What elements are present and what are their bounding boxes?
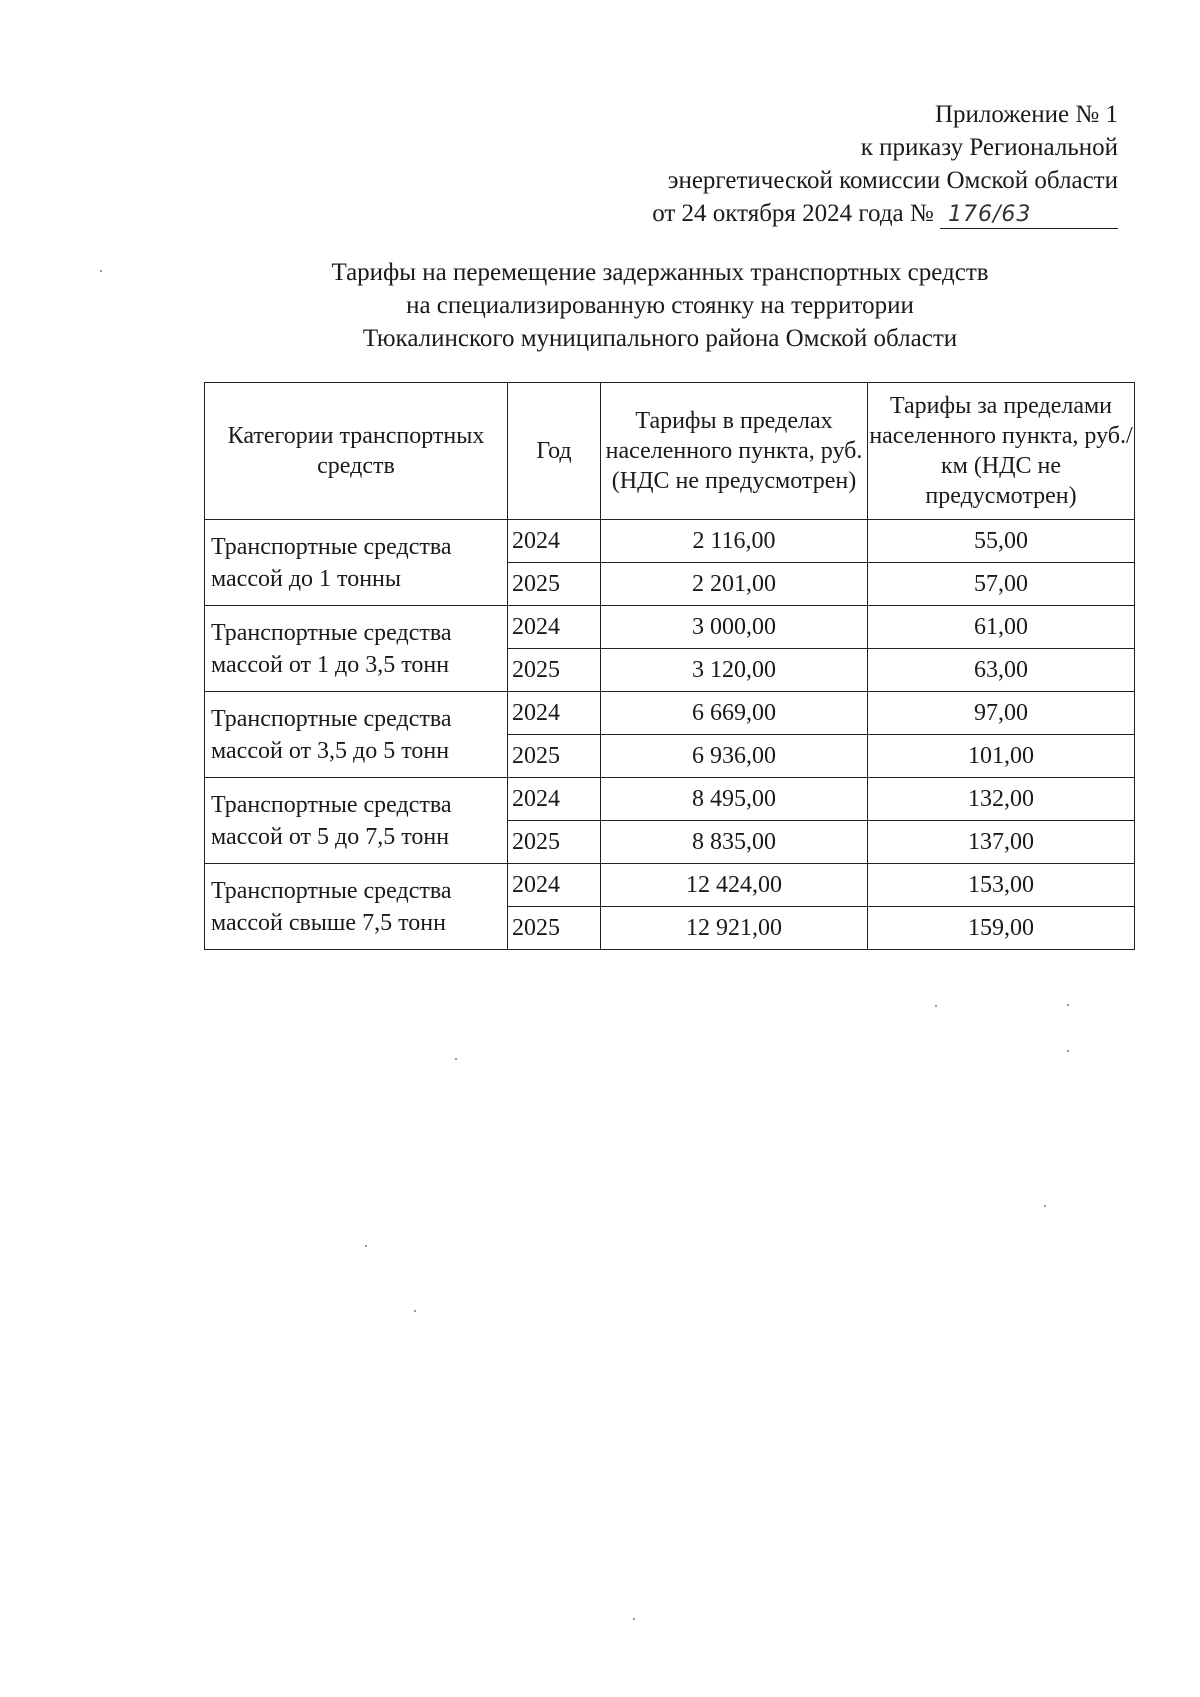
scan-speck (414, 1310, 416, 1312)
table-row (205, 778, 1135, 821)
tariffs-table (204, 382, 1135, 950)
appendix-header (652, 98, 1118, 230)
tariff-outside-cell: 132,00 (868, 778, 1135, 821)
table-header-row (205, 383, 1135, 520)
tariff-outside-cell: 159,00 (868, 907, 1135, 950)
header-tariff-inside: Тарифы в пределах населенного пункта, руб. (НДС не предусмотрен) (601, 383, 868, 520)
tariff-inside-cell: 6 936,00 (601, 735, 868, 778)
category-cell: Транспортные средства массой от 5 до 7,5 тонн (205, 778, 508, 864)
year-cell: 2024 (508, 778, 601, 821)
scan-speck (365, 1245, 367, 1247)
tariff-outside-cell: 101,00 (868, 735, 1135, 778)
table-row (205, 606, 1135, 649)
scan-speck (935, 1005, 937, 1007)
appendix-label: Приложение № 1 (934, 101, 1118, 128)
tariff-inside-cell: 2 201,00 (601, 563, 868, 606)
scan-speck (1067, 1004, 1069, 1006)
category-cell: Транспортные средства массой от 3,5 до 5 тонн (205, 692, 508, 778)
tariff-inside-cell: 8 835,00 (601, 821, 868, 864)
category-cell: Транспортные средства массой свыше 7,5 тонн (205, 864, 508, 950)
tariff-inside-cell: 12 424,00 (601, 864, 868, 907)
title-line-2: на специализированную стоянку на территории (406, 292, 914, 319)
tariff-inside-cell: 8 495,00 (601, 778, 868, 821)
scan-speck (633, 1618, 635, 1620)
category-cell: Транспортные средства массой от 1 до 3,5 тонн (205, 606, 508, 692)
scan-speck (1044, 1205, 1046, 1207)
tariff-outside-cell: 153,00 (868, 864, 1135, 907)
year-cell: 2024 (508, 606, 601, 649)
year-cell: 2024 (508, 520, 601, 563)
scan-speck (1067, 1050, 1069, 1052)
tariff-outside-cell: 63,00 (868, 649, 1135, 692)
order-date: от 24 октября 2024 года № (652, 200, 934, 227)
tariff-outside-cell: 57,00 (868, 563, 1135, 606)
title-line-1: Тарифы на перемещение задержанных транспортных средств (331, 259, 989, 286)
table-row (205, 520, 1135, 563)
year-cell: 2025 (508, 649, 601, 692)
header-category: Категории транспортных средств (205, 383, 508, 520)
document-title (260, 256, 1060, 355)
tariff-inside-cell: 2 116,00 (601, 520, 868, 563)
order-date-line (652, 197, 1118, 230)
year-cell: 2024 (508, 864, 601, 907)
handwritten-order-number: 176/63 (940, 202, 1118, 229)
tariff-outside-cell: 137,00 (868, 821, 1135, 864)
year-cell: 2025 (508, 563, 601, 606)
scan-speck (455, 1058, 457, 1060)
tariff-outside-cell: 55,00 (868, 520, 1135, 563)
year-cell: 2024 (508, 692, 601, 735)
year-cell: 2025 (508, 907, 601, 950)
category-cell: Транспортные средства массой до 1 тонны (205, 520, 508, 606)
year-cell: 2025 (508, 821, 601, 864)
year-cell: 2025 (508, 735, 601, 778)
tariff-inside-cell: 3 000,00 (601, 606, 868, 649)
table-row (205, 692, 1135, 735)
tariff-inside-cell: 6 669,00 (601, 692, 868, 735)
commission-name: энергетической комиссии Омской области (667, 167, 1118, 194)
tariff-outside-cell: 61,00 (868, 606, 1135, 649)
header-tariff-outside: Тарифы за пределами населенного пункта, руб./км (НДС не предусмотрен) (868, 383, 1135, 520)
tariff-outside-cell: 97,00 (868, 692, 1135, 735)
table-row (205, 864, 1135, 907)
tariff-inside-cell: 12 921,00 (601, 907, 868, 950)
order-reference: к приказу Региональной (860, 134, 1118, 161)
scan-speck (100, 270, 102, 272)
tariff-inside-cell: 3 120,00 (601, 649, 868, 692)
header-year: Год (508, 383, 601, 520)
title-line-3: Тюкалинского муниципального района Омской области (362, 325, 958, 352)
